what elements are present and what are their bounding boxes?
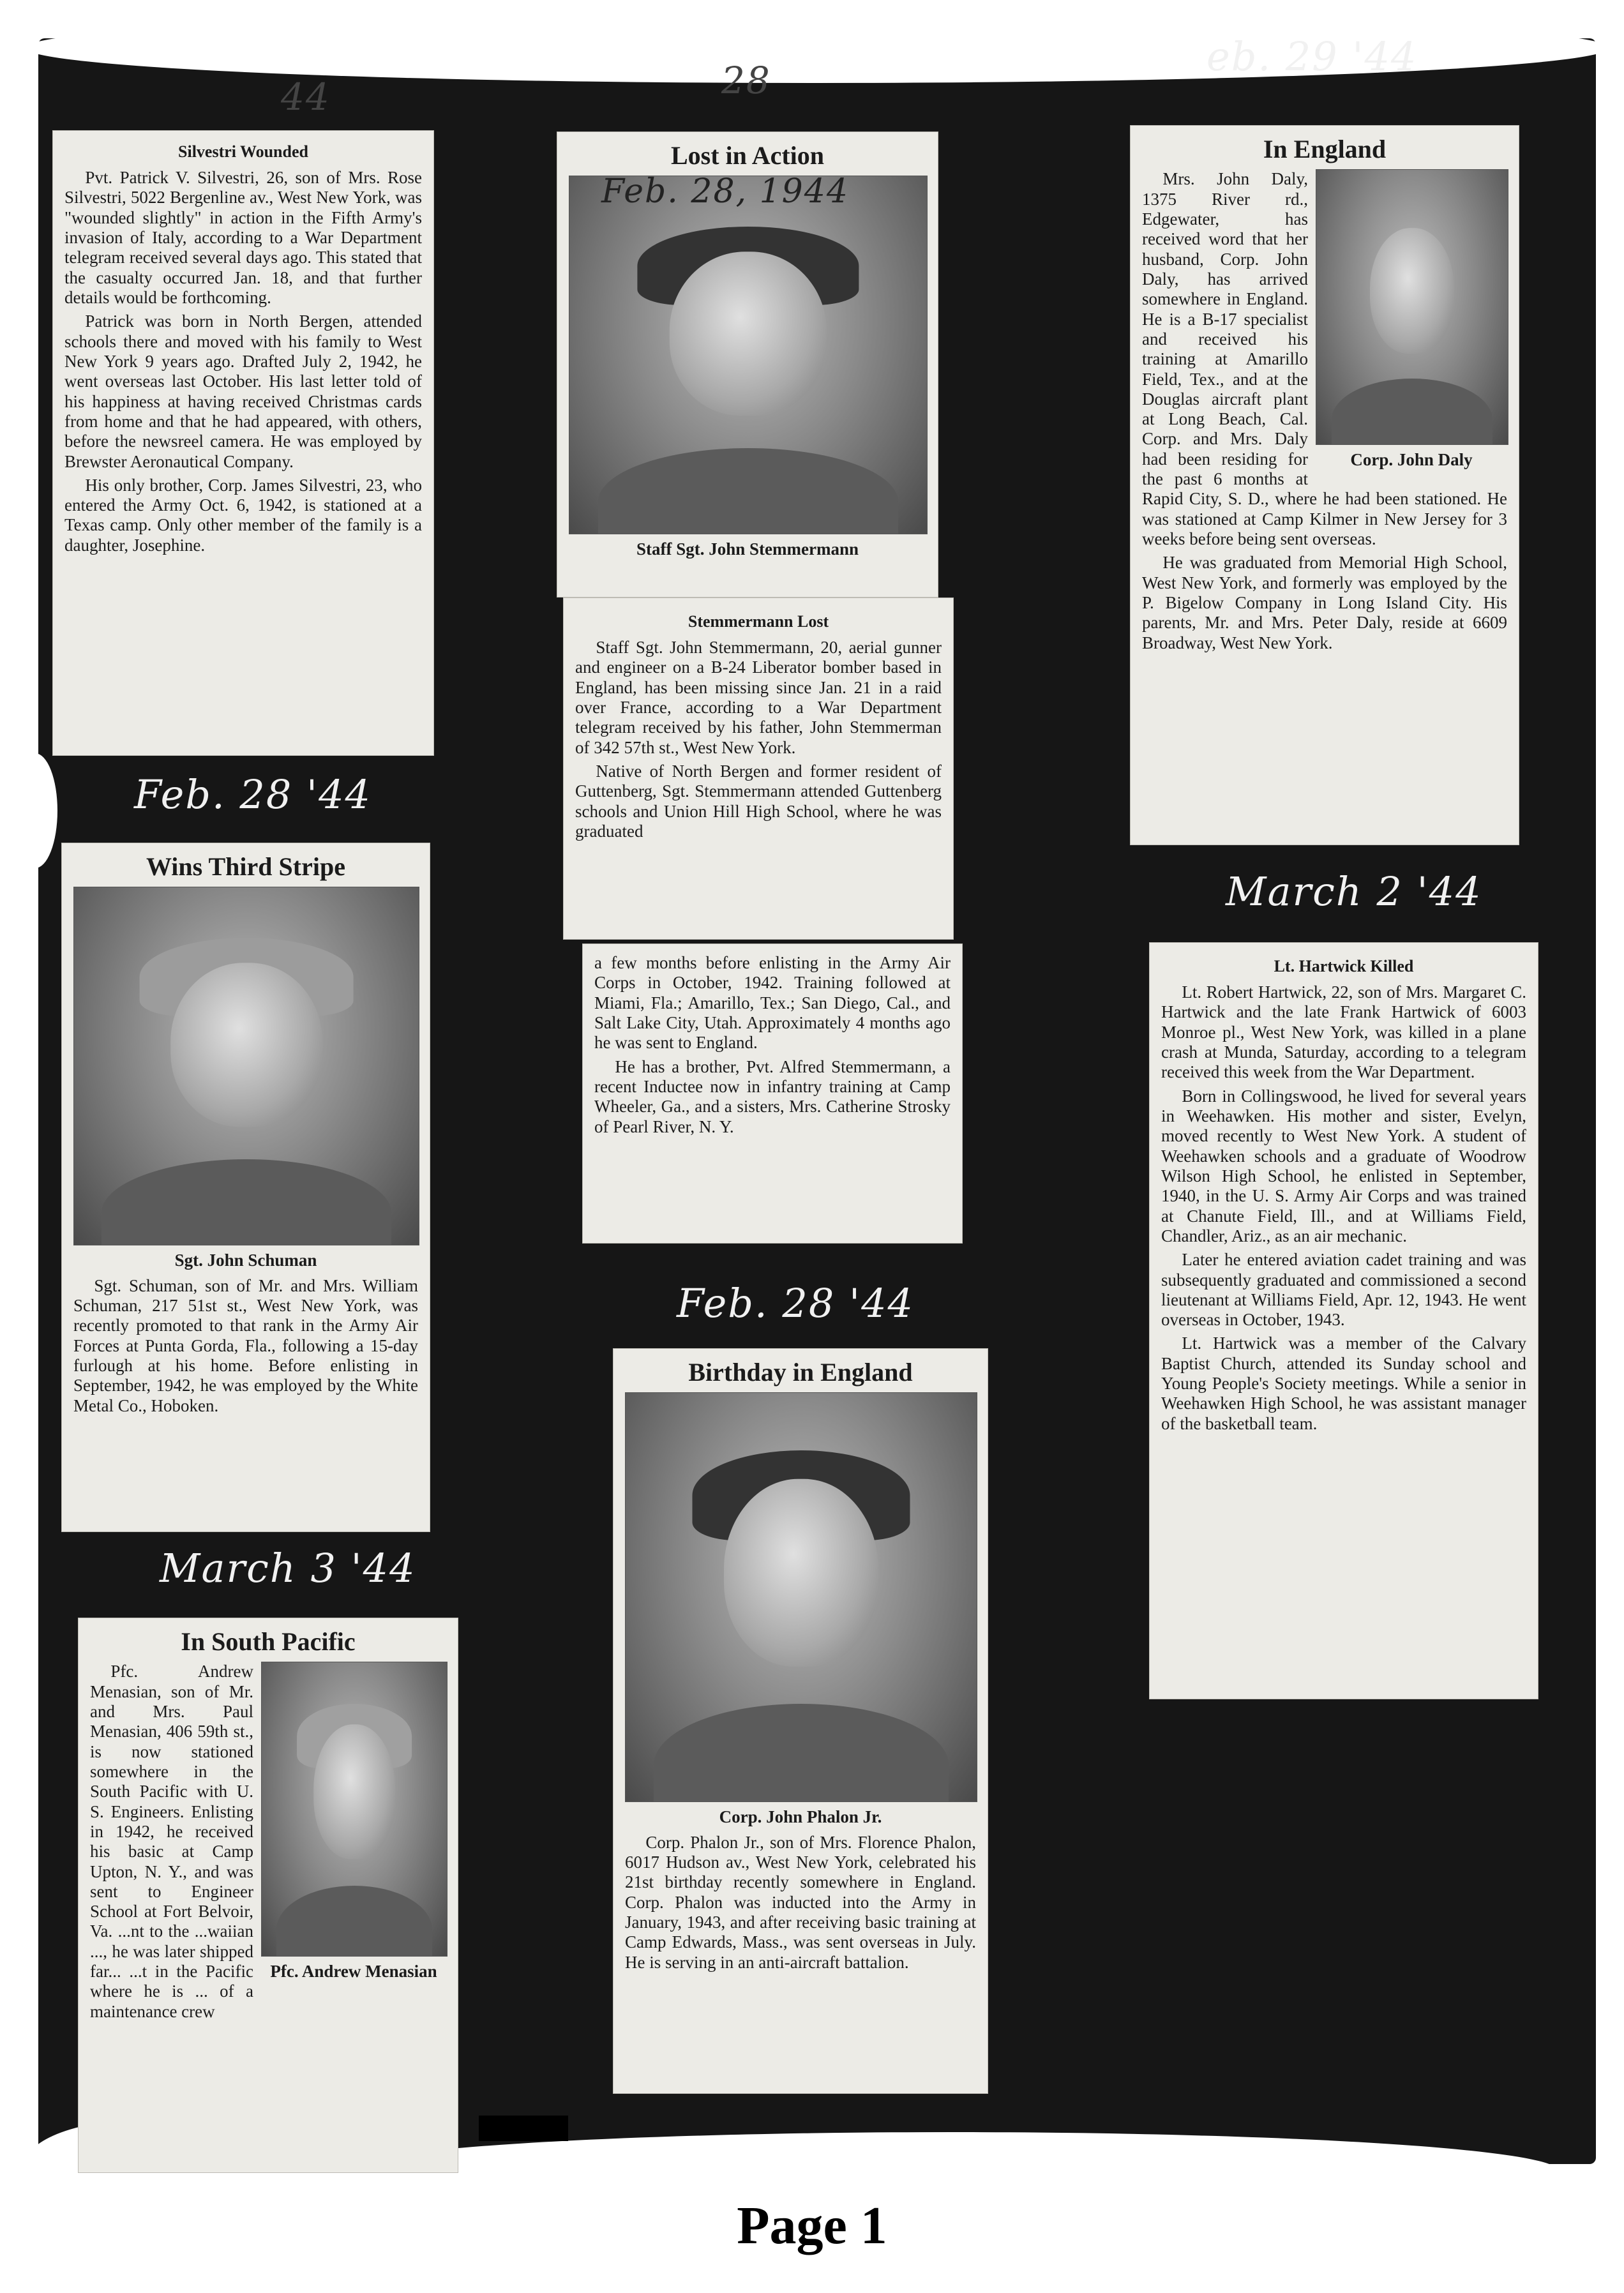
clipping-headline: Lost in Action	[670, 141, 825, 170]
clipping-paragraph: Lt. Robert Hartwick, 22, son of Mrs. Margaret C. Hartwick and the late Frank Hartwick of 6003 Monroe pl., West New York, was killed in a plane crash at Munda, Saturday, according to a telegram received this week from the War Department.	[1161, 982, 1526, 1082]
portrait-shoulders	[276, 1886, 432, 1957]
photo-caption: Corp. John Daly	[1350, 450, 1473, 470]
photo-phalon	[625, 1392, 977, 1802]
handwritten-date-march2: March 2 '44	[1226, 868, 1482, 915]
photo-caption: Staff Sgt. John Stemmermann	[636, 539, 859, 559]
clipping-paragraph: Native of North Bergen and former resident of Guttenberg, Sgt. Stemmermann attended Guttenberg schools and Union Hill High School, where he was graduated	[575, 762, 942, 841]
portrait-face	[1370, 228, 1454, 354]
clipping-wins-third-stripe	[61, 843, 430, 1532]
clipping-in-england	[1130, 125, 1519, 845]
handwritten-date-on-photo: Feb. 28, 1944	[601, 176, 849, 211]
handwritten-date-top-center: 28	[721, 59, 771, 102]
handwritten-date-march3: March 3 '44	[160, 1545, 416, 1591]
clipping-headline: In England	[1263, 135, 1387, 163]
portrait-shoulders	[102, 1159, 391, 1245]
clipping-headline: Silvestri Wounded	[178, 142, 308, 161]
clipping-paragraph: Sgt. Schuman, son of Mr. and Mrs. William Schuman, 217 51st st., West New York, was recently promoted to that rank in the Army Air Forces at Punta Gorda, Fla., following a 15-day furlough at his home. Before enlisting in September, 1942, he was employed by the White Metal Co., Hoboken.	[73, 1275, 418, 1415]
page-label: Page 1	[737, 2196, 887, 2255]
clipping-headline: Lt. Hartwick Killed	[1274, 957, 1414, 975]
clipping-stemmermann-continued	[582, 944, 963, 1244]
clipping-in-south-pacific	[78, 1618, 458, 2173]
clipping-paragraph: He has a brother, Pvt. Alfred Stemmermann, a recent Inductee now in infantry training at Camp Wheeler, Ga., and a sisters, Mrs. Catherine Strosky of Pearl River, N. Y.	[594, 1056, 951, 1136]
photo-stemmermann	[569, 176, 928, 534]
portrait-face	[724, 1479, 878, 1667]
clipping-lost-in-action	[557, 132, 938, 598]
clipping-paragraph: Staff Sgt. John Stemmermann, 20, aerial gunner and engineer on a B-24 Liberator bomber based in England, has been missing since Jan. 21 in a raid over France, according to a War Department telegram received by his father, John Stemmerman of 342 57th st., West New York.	[575, 638, 942, 757]
clipping-silvestri-wounded	[52, 130, 434, 756]
photo-caption: Corp. John Phalon Jr.	[719, 1807, 882, 1827]
clipping-paragraph: His only brother, Corp. James Silvestri, 23, who entered the Army Oct. 6, 1942, is stationed at a Texas camp. Only other member of the family is a daughter, Josephine.	[64, 475, 422, 555]
photo-caption: Sgt. John Schuman	[174, 1251, 317, 1270]
handwritten-date-feb28-left: Feb. 28 '44	[134, 771, 372, 818]
photo-caption: Pfc. Andrew Menasian	[270, 1962, 437, 1981]
portrait-shoulders	[1332, 379, 1492, 445]
handwritten-date-top-right: eb. 29 '44	[1207, 33, 1418, 80]
photo-block-menasian	[261, 1662, 446, 1987]
clipping-birthday-in-england	[613, 1348, 988, 2094]
handwritten-date-top-left: 44	[281, 75, 331, 119]
portrait-face	[170, 963, 322, 1127]
clipping-paragraph: Later he entered aviation cadet training and was subsequently graduated and commissioned a second lieutenant at Williams Field, Apr. 12, 1943. He went overseas in October, 1943.	[1161, 1250, 1526, 1330]
portrait-shoulders	[654, 1704, 949, 1803]
clipping-paragraph: Pfc. Andrew Menasian, son of Mr. and Mrs. Paul Menasian, 406 59th st., is now stationed somewhere in the South Pacific with U. S. Engineers. Enlisting in 1942, he received his basic at Camp Upton, N. Y., and was sent to Engineer School at Fort Belvoir, Va. ...nt to the ...waiian ..., he was later shipped far... ...t in the Pacific where he is ... of a maintenance crew	[90, 1662, 253, 2021]
photo-schuman	[73, 887, 419, 1245]
clipping-paragraph: Corp. Phalon Jr., son of Mrs. Florence Phalon, 6017 Hudson av., West New York, celebrated his 21st birthday recently somewhere in England. Corp. Phalon was inducted into the Army in January, 1943, and after receiving basic training at Camp Edwards, Mass., was sent overseas in July. He is serving in an anti-aircraft battalion.	[625, 1832, 976, 1972]
photo-daly	[1316, 169, 1508, 445]
clipping-hartwick-killed	[1149, 942, 1538, 1699]
handwritten-date-feb28-center: Feb. 28 '44	[677, 1280, 914, 1327]
clipping-paragraph: a few months before enlisting in the Army Air Corps in October, 1942. Training followed at Miami, Fla.; Amarillo, Tex.; San Diego, Cal., and Salt Lake City, Utah. Approximately 4 months ago he was sent to England.	[594, 953, 951, 1053]
clipping-headline: In South Pacific	[181, 1627, 356, 1656]
clipping-stemmermann-lost	[563, 598, 954, 940]
photo-menasian	[261, 1662, 447, 1957]
torn-edge-left	[13, 753, 57, 868]
clipping-headline: Birthday in England	[688, 1358, 913, 1387]
portrait-shoulders	[598, 448, 898, 534]
portrait-face	[313, 1724, 395, 1860]
portrait-face	[670, 252, 827, 416]
black-mark	[479, 2116, 568, 2141]
clipping-paragraph: Born in Collingswood, he lived for several years in Weehawken. His mother and sister, Evelyn, moved recently to West New York. A student of Weehawken schools and a graduate of Woodrow Wilson High School, he enlisted in September, 1940, in the U. S. Army Air Corps and was trained at Chanute Field, Ill., and at Williams Field, Chandler, Ariz., as an air mechanic.	[1161, 1086, 1526, 1245]
clipping-headline: Wins Third Stripe	[146, 852, 345, 881]
clipping-paragraph: Patrick was born in North Bergen, attended schools there and moved with his family to West New York 9 years ago. Drafted July 2, 1942, he went overseas last October. His last letter told of his happiness at having received Christmas cards from home and that he had appeared, with others, before the newsreel camera. He was employed by Brewster Aeronautical Company.	[64, 312, 422, 471]
clipping-headline: Stemmermann Lost	[688, 612, 829, 631]
clipping-paragraph: Pvt. Patrick V. Silvestri, 26, son of Mrs. Rose Silvestri, 5022 Bergenline av., West New York, was "wounded slightly" in action in the Fifth Army's invasion of Italy, according to a War Department telegram received several days ago. This stated that the casualty occurred Jan. 18, and that further details would be forthcoming.	[64, 168, 422, 308]
photo-block-daly	[1316, 169, 1507, 475]
clipping-paragraph: He was graduated from Memorial High School, West New York, and formerly was employed by the P. Bigelow Company in Long Island City. His parents, Mr. and Mrs. Peter Daly, reside at 6609 Broadway, West New York.	[1142, 553, 1507, 652]
clipping-paragraph: Mrs. John Daly, 1375 River rd., Edgewater, has received word that her husband, Corp. John Daly, has arrived somewhere in England. He is a B-17 specialist and received his training at Amarillo Field, Tex., and at the Douglas aircraft plant at Long Beach, Cal. Corp. and Mrs. Daly had been residing for the past 6 months at Rapid City, S. D., where he had been stationed. He was stationed at Camp Kilmer in New Jersey for 3 weeks before being sent overseas.	[1142, 169, 1507, 549]
clipping-paragraph: Lt. Hartwick was a member of the Calvary Baptist Church, attended its Sunday school and Young People's Society meetings. While a senior in Weehawken High School, he was assistant manager of the basketball team.	[1161, 1334, 1526, 1433]
